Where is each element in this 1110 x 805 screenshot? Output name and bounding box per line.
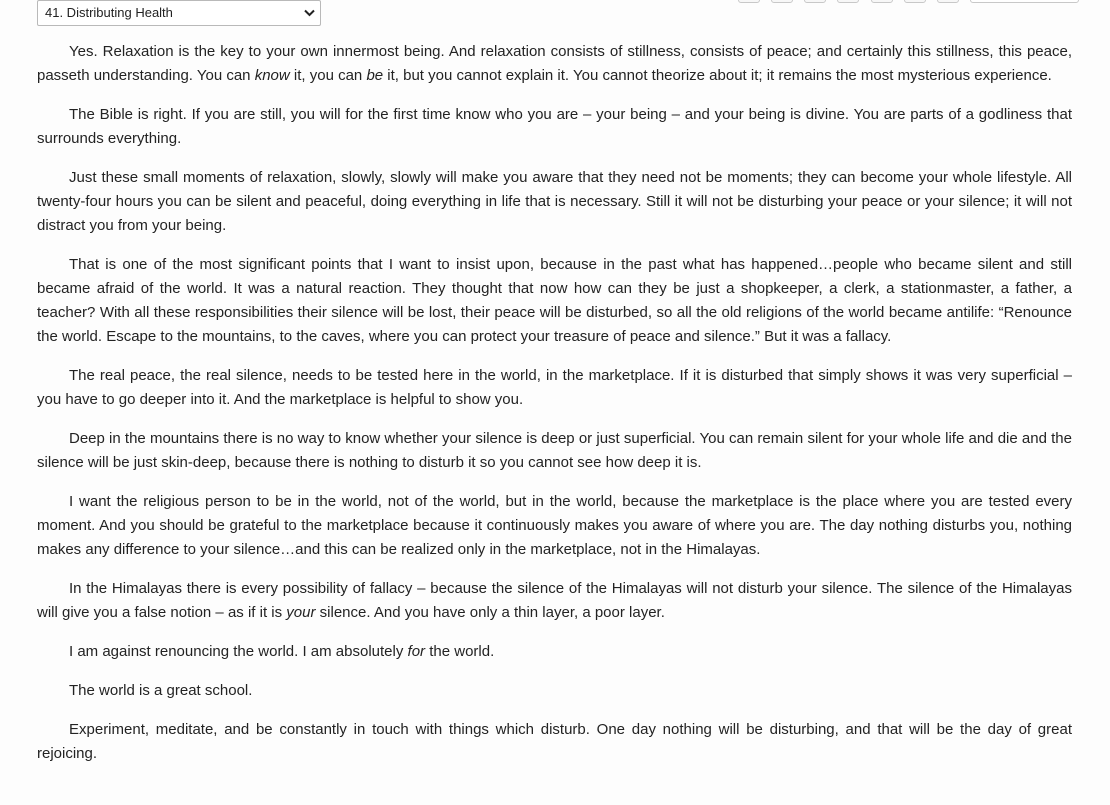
toolbar-button-7[interactable] (937, 0, 959, 3)
paragraph: Just these small moments of relaxation, slowly, slowly will make you aware that they need not be moments; they can become your whole lifestyle. All twenty-four hours you can be silent and peaceful, doing everything in life that is necessary. Still it will not be disturbing your peace or your silence; it will not distract you from your being. (37, 169, 1072, 234)
toolbar-button-3[interactable] (804, 0, 826, 3)
chevron-down-icon (304, 9, 315, 17)
paragraph: In the Himalayas there is every possibility of fallacy – because the silence of the Himalayas will not disturb your silence. The silence of the Himalayas will give you a false notion – as if it is your silence. And you have only a thin layer, a poor layer. (37, 580, 1072, 621)
toolbar-button-6[interactable] (904, 0, 926, 3)
toolbar-button-5[interactable] (871, 0, 893, 3)
chapter-select[interactable] (37, 0, 321, 26)
chapter-select-value: 41. Distributing Health (45, 5, 173, 20)
paragraph: That is one of the most significant points that I want to insist upon, because in the past what has happened…people who became silent and still became afraid of the world. It was a natural reaction. They thought that now how can they be just a shopkeeper, a clerk, a stationmaster, a father, a teacher? With all these responsibilities their silence will be lost, their peace will be disturbed, so all the old religions of the world became antilife: “Renounce the world. Escape to the mountains, to the caves, where you can protect your treasure of peace and silence.” But it was a fallacy. (37, 256, 1072, 345)
paragraph: The real peace, the real silence, needs to be tested here in the world, in the marketplace. If it is disturbed that simply shows it was very superficial – you have to go deeper into it. And the marketplace is helpful to show you. (37, 367, 1072, 408)
paragraph: Yes. Relaxation is the key to your own innermost being. And relaxation consists of stillness, consists of peace; and certainly this stillness, this peace, passeth understanding. You can know it, you can be it, but you cannot explain it. You cannot theorize about it; it remains the most mysterious experience. (37, 43, 1072, 84)
toolbar-button-1[interactable] (738, 0, 760, 3)
emphasis: know (254, 67, 290, 84)
article-body (37, 40, 1072, 781)
paragraph: Experiment, meditate, and be constantly in touch with things which disturb. One day nothing will be disturbing, and that will be the day of great rejoicing. (37, 721, 1072, 762)
toolbar-button-2[interactable] (771, 0, 793, 3)
emphasis: your (286, 604, 316, 621)
toolbar-button-4[interactable] (837, 0, 859, 3)
emphasis: be (366, 67, 384, 84)
paragraph: I want the religious person to be in the world, not of the world, but in the world, because the marketplace is the place where you are tested every moment. And you should be grateful to the marketplace because it continuously makes you aware of where you are. The day nothing disturbs you, nothing makes any difference to your silence…and this can be realized only in the marketplace, not in the Himalayas. (37, 493, 1072, 558)
paragraph: Deep in the mountains there is no way to know whether your silence is deep or just superficial. You can remain silent for your whole life and die and the silence will be just skin-deep, because there is nothing to disturb it so you cannot see how deep it is. (37, 430, 1072, 471)
paragraph: I am against renouncing the world. I am absolutely for the world. (69, 643, 495, 660)
emphasis: for (407, 643, 426, 660)
search-input[interactable] (970, 0, 1079, 3)
reader-toolbar (0, 0, 1110, 30)
paragraph: The world is a great school. (69, 682, 253, 699)
paragraph: The Bible is right. If you are still, you will for the first time know who you are – your being – and your being is divine. You are parts of a godliness that surrounds everything. (37, 106, 1072, 147)
